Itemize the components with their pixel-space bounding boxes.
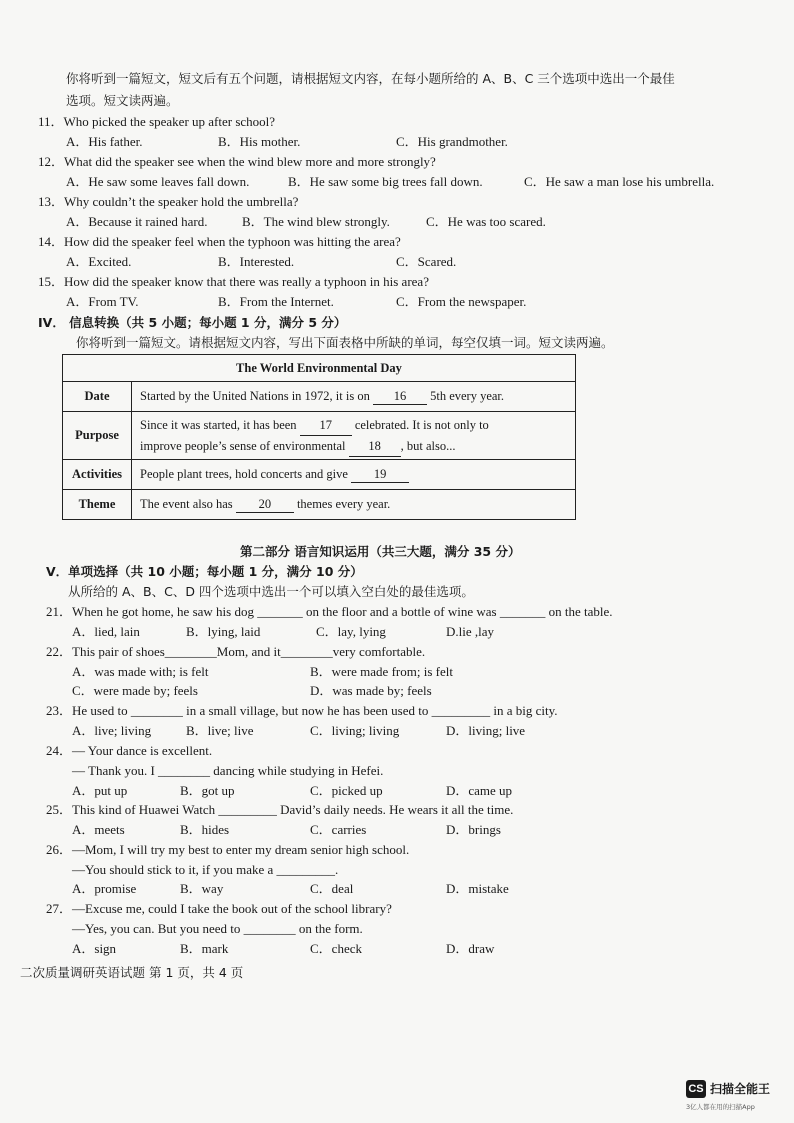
question-11: 11．Who picked the speaker up after school?: [38, 114, 276, 129]
theme-label: Theme: [63, 490, 132, 520]
option-15a: A．From TV.: [66, 294, 139, 309]
option-27b: B．mark: [180, 941, 229, 956]
option-26d: D．mistake: [446, 881, 509, 896]
option-25c: C．carries: [310, 822, 367, 837]
cs-logo-icon: CS: [686, 1080, 706, 1098]
option-24c: C．picked up: [310, 783, 383, 798]
part2-title: 第二部分 语言知识运用（共三大题，满分 35 分）: [240, 544, 521, 559]
section5-intro: 从所给的 A、B、C、D 四个选项中选出一个可以填入空白处的最佳选项。: [68, 584, 474, 599]
section3-intro-cont: 选项。短文读两遍。: [66, 93, 179, 108]
option-25d: D．brings: [446, 822, 501, 837]
activities-label: Activities: [63, 460, 132, 490]
question-21: 21．When he got home, he saw his dog _______ on the floor and a bottle of wine was _______ on the table.: [46, 604, 613, 619]
blank-20[interactable]: 20: [236, 497, 294, 513]
question-22: 22．This pair of shoes________Mom, and it________very comfortable.: [46, 644, 426, 659]
option-27c: C．check: [310, 941, 362, 956]
option-21d: D.lie ,lay: [446, 624, 495, 639]
table-title: The World Environmental Day: [63, 355, 576, 382]
option-27a: A．sign: [72, 941, 117, 956]
option-23d: D．living; live: [446, 723, 526, 738]
option-23b: B．live; live: [186, 723, 254, 738]
option-14c: C．Scared.: [396, 254, 457, 269]
option-13a: A．Because it rained hard.: [66, 214, 208, 229]
option-24d: D．came up: [446, 783, 513, 798]
question-23: 23．He used to ________ in a small village, but now he has been used to _________ in a big city.: [46, 703, 558, 718]
purpose-cell: Since it was started, it has been 17 celebrated. It is not only to improve people’s sense of environmental 18 , but also...: [132, 412, 576, 460]
blank-19[interactable]: 19: [351, 467, 409, 483]
logo-tagline: 3亿人都在用的扫描App: [686, 1103, 755, 1111]
option-11b: B．His mother.: [218, 134, 301, 149]
option-11a: A．His father.: [66, 134, 143, 149]
page-footer: 二次质量调研英语试题 第 1 页，共 4 页: [20, 965, 244, 980]
option-14b: B．Interested.: [218, 254, 295, 269]
question-26: 26．—Mom, I will try my best to enter my dream senior high school.: [46, 842, 410, 857]
option-21c: C．lay, lying: [316, 624, 386, 639]
option-11c: C．His grandmother.: [396, 134, 508, 149]
option-26c: C．deal: [310, 881, 354, 896]
option-23c: C．living; living: [310, 723, 400, 738]
option-22b: B．were made from; is felt: [310, 664, 453, 679]
option-26a: A．promise: [72, 881, 137, 896]
option-15c: C．From the newspaper.: [396, 294, 527, 309]
purpose-label: Purpose: [63, 412, 132, 460]
option-12a: A．He saw some leaves fall down.: [66, 174, 250, 189]
option-22c: C．were made by; feels: [72, 683, 198, 698]
option-21a: A．lied, lain: [72, 624, 140, 639]
option-13b: B．The wind blew strongly.: [242, 214, 390, 229]
option-24b: B．got up: [180, 783, 235, 798]
question-24: 24．— Your dance is excellent.: [46, 743, 213, 758]
option-25a: A．meets: [72, 822, 125, 837]
date-label: Date: [63, 382, 132, 412]
question-13: 13．Why couldn’t the speaker hold the umbrella?: [38, 194, 299, 209]
option-27d: D．draw: [446, 941, 495, 956]
question-14: 14．How did the speaker feel when the typhoon was hitting the area?: [38, 234, 401, 249]
activities-cell: People plant trees, hold concerts and give 19: [132, 460, 576, 490]
option-22d: D．was made by; feels: [310, 683, 432, 698]
question-27: 27．—Excuse me, could I take the book out of the school library?: [46, 901, 392, 916]
question-12: 12．What did the speaker see when the wind blew more and more strongly?: [38, 154, 436, 169]
info-table: [62, 354, 576, 520]
blank-17[interactable]: 17: [300, 415, 352, 436]
option-21b: B．lying, laid: [186, 624, 261, 639]
option-12c: C．He saw a man lose his umbrella.: [524, 174, 715, 189]
option-23a: A．live; living: [72, 723, 152, 738]
option-14a: A．Excited.: [66, 254, 132, 269]
question-25: 25．This kind of Huawei Watch _________ David’s daily needs. He wears it all the time.: [46, 802, 514, 817]
option-26b: B．way: [180, 881, 224, 896]
question-27-line2: —Yes, you can. But you need to ________ on the form.: [72, 921, 363, 936]
section5-title: V．单项选择（共 10 小题；每小题 1 分，满分 10 分）: [46, 564, 363, 579]
question-24-line2: — Thank you. I ________ dancing while studying in Hefei.: [72, 763, 384, 778]
theme-cell: The event also has 20 themes every year.: [132, 490, 576, 520]
section3-intro: 你将听到一篇短文，短文后有五个问题，请根据短文内容，在每小题所给的 A、B、C 三个选项中选出一个最佳: [66, 71, 675, 86]
logo-name: 扫描全能王: [710, 1082, 771, 1096]
question-26-line2: —You should stick to it, if you make a _________.: [72, 862, 339, 877]
option-15b: B．From the Internet.: [218, 294, 334, 309]
option-24a: A．put up: [72, 783, 128, 798]
section4-title: IV． 信息转换（共 5 小题；每小题 1 分，满分 5 分）: [38, 315, 347, 330]
question-15: 15．How did the speaker know that there was really a typhoon in his area?: [38, 274, 429, 289]
blank-16[interactable]: 16: [373, 389, 427, 405]
option-13c: C．He was too scared.: [426, 214, 546, 229]
scanner-logo: [686, 1080, 786, 1116]
date-cell: Started by the United Nations in 1972, it is on 16 5th every year.: [132, 382, 576, 412]
option-25b: B．hides: [180, 822, 230, 837]
option-22a: A．was made with; is felt: [72, 664, 209, 679]
blank-18[interactable]: 18: [349, 436, 401, 457]
option-12b: B．He saw some big trees fall down.: [288, 174, 483, 189]
section4-intro: 你将听到一篇短文。请根据短文内容，写出下面表格中所缺的单词，每空仅填一词。短文读两遍。: [76, 335, 614, 350]
